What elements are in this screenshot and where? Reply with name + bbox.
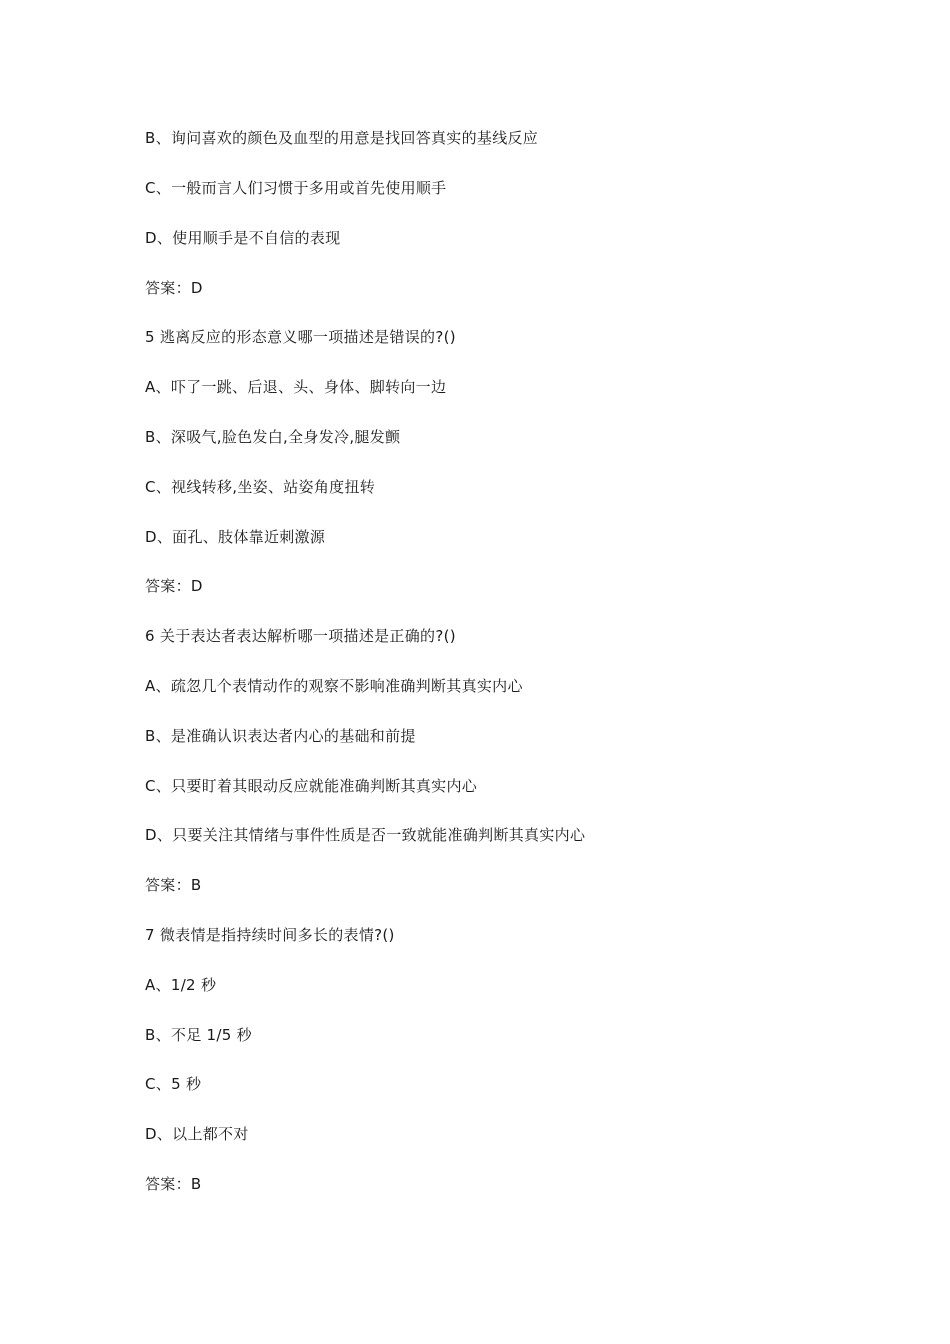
q6-question: 6 关于表达者表达解析哪一项描述是正确的?()	[145, 627, 456, 645]
q4-option-c: C、一般而言人们习惯于多用或首先使用顺手	[145, 179, 447, 197]
q4-answer: 答案：D	[145, 279, 203, 297]
q7-option-c: C、5 秒	[145, 1075, 202, 1093]
q7-question: 7 微表情是指持续时间多长的表情?()	[145, 926, 395, 944]
q5-answer: 答案：D	[145, 577, 203, 595]
q6-option-d: D、只要关注其情绪与事件性质是否一致就能准确判断其真实内心	[145, 826, 586, 844]
q4-option-b: B、询问喜欢的颜色及血型的用意是找回答真实的基线反应	[145, 129, 539, 147]
q6-option-c: C、只要盯着其眼动反应就能准确判断其真实内心	[145, 777, 478, 795]
q7-option-d: D、以上都不对	[145, 1125, 249, 1143]
q7-option-a: A、1/2 秒	[145, 976, 217, 994]
q6-option-a: A、疏忽几个表情动作的观察不影响准确判断其真实内心	[145, 677, 523, 695]
q5-option-a: A、吓了一跳、后退、头、身体、脚转向一边	[145, 378, 447, 396]
q7-answer: 答案：B	[145, 1175, 202, 1193]
q5-option-d: D、面孔、肢体靠近刺激源	[145, 528, 326, 546]
q4-option-d: D、使用顺手是不自信的表现	[145, 229, 341, 247]
q5-option-b: B、深吸气,脸色发白,全身发冷,腿发颤	[145, 428, 401, 446]
q5-question: 5 逃离反应的形态意义哪一项描述是错误的?()	[145, 328, 456, 346]
q6-option-b: B、是准确认识表达者内心的基础和前提	[145, 727, 416, 745]
q5-option-c: C、视线转移,坐姿、站姿角度扭转	[145, 478, 376, 496]
q7-option-b: B、不足 1/5 秒	[145, 1026, 252, 1044]
q6-answer: 答案：B	[145, 876, 202, 894]
